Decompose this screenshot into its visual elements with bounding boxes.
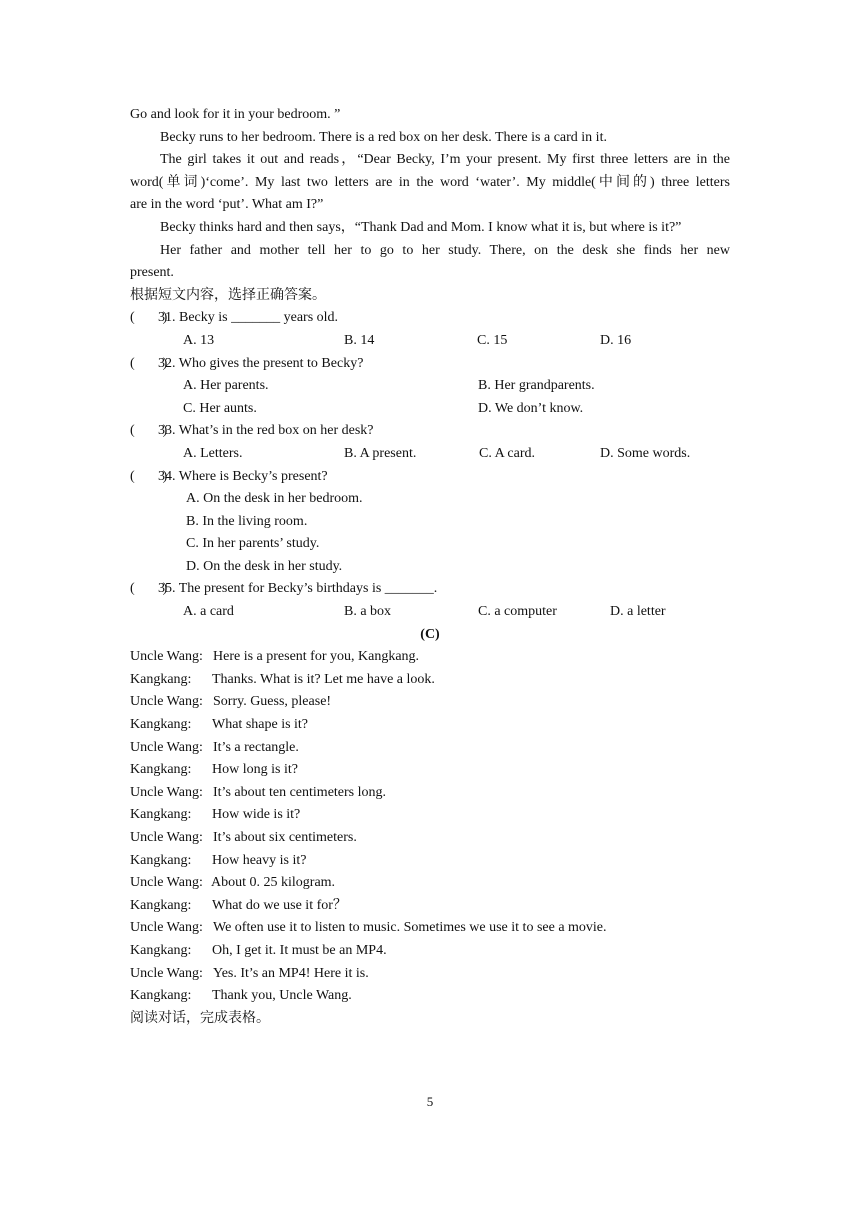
- question-35-options: [130, 601, 730, 624]
- dialogue-line: [130, 737, 730, 760]
- option-a: A. Letters.: [183, 445, 243, 461]
- story-line: Her father and mother tell her to go to her study. There, on the desk she finds her new: [160, 242, 730, 258]
- question-34-option-b: [130, 511, 730, 534]
- speaker: Uncle Wang:: [130, 920, 203, 936]
- speaker: Uncle Wang:: [130, 965, 203, 981]
- question-32-options-row1: [130, 375, 730, 398]
- dialogue-line: [130, 782, 730, 805]
- section-c-heading: (C): [420, 626, 440, 642]
- question-31: [130, 307, 730, 330]
- dialogue-line: [130, 669, 730, 692]
- speaker: Kangkang:: [130, 671, 192, 687]
- utterance: What do we use it for？: [212, 897, 347, 913]
- dialogue-line: [130, 963, 730, 986]
- speaker: Kangkang:: [130, 717, 192, 733]
- question-34-option-c: [130, 533, 730, 556]
- option-d: D. We don’t know.: [478, 400, 584, 416]
- story-line: Go and look for it in your bedroom. ”: [130, 107, 341, 122]
- speaker: Uncle Wang:: [130, 830, 203, 845]
- option-c: C. 15: [477, 332, 508, 348]
- option-d: D. On the desk in her study.: [186, 558, 343, 574]
- dialogue-line: [130, 691, 730, 714]
- page-number: 5: [426, 1094, 434, 1109]
- question-31-options: [130, 330, 730, 353]
- speaker: Kangkang:: [130, 988, 192, 1004]
- utterance: We often use it to listen to music. Sometimes we use it to see a movie.: [213, 920, 607, 936]
- option-b: B. 14: [344, 332, 375, 348]
- utterance: What shape is it?: [212, 717, 309, 733]
- utterance: It’s a rectangle.: [213, 739, 299, 755]
- story-line: Becky runs to her bedroom. There is a red box on her desk. There is a card in it.: [160, 129, 607, 145]
- dialogue-line: [130, 646, 730, 669]
- dialogue-line: [130, 895, 730, 918]
- option-a: A. Her parents.: [183, 378, 269, 394]
- option-b: B. In the living room.: [186, 513, 308, 529]
- speaker: Uncle Wang:: [130, 649, 203, 665]
- answer-blank[interactable]: ( ): [130, 310, 168, 326]
- dialogue: [130, 646, 730, 1008]
- question-33: [130, 420, 730, 443]
- section-c-instruction: 阅读对话，完成表格。: [130, 1010, 270, 1026]
- option-a: A. a card: [183, 604, 234, 620]
- utterance: It’s about ten centimeters long.: [213, 784, 387, 800]
- answer-blank[interactable]: ( ): [130, 581, 168, 597]
- question-34: [130, 466, 730, 489]
- dialogue-line: [130, 827, 730, 850]
- option-d: D. 16: [600, 332, 632, 348]
- utterance: Oh, I get it. It must be an MP4.: [212, 942, 387, 958]
- speaker: Kangkang:: [130, 807, 192, 823]
- question-34-option-a: [130, 488, 730, 511]
- question-text: 31. Becky is _______ years old.: [158, 310, 339, 326]
- utterance: How wide is it?: [212, 807, 301, 823]
- dialogue-line: [130, 850, 730, 873]
- story-line: present.: [130, 265, 174, 281]
- option-b: B. a box: [344, 604, 392, 620]
- option-d: D. a letter: [610, 604, 666, 620]
- story-line: The girl takes it out and reads，“Dear Becky, I’m your present. My first three letters are in the: [160, 152, 730, 168]
- dialogue-line: [130, 872, 730, 895]
- dialogue-line: [130, 940, 730, 963]
- option-c: C. A card.: [479, 445, 535, 461]
- speaker: Kangkang:: [130, 852, 192, 868]
- dialogue-line: [130, 759, 730, 782]
- speaker: Kangkang:: [130, 897, 192, 913]
- speaker: Kangkang:: [130, 762, 192, 778]
- dialogue-line: [130, 714, 730, 737]
- option-d: D. Some words.: [600, 445, 691, 461]
- speaker: Kangkang:: [130, 942, 192, 958]
- utterance: Sorry. Guess, please!: [213, 694, 332, 710]
- utterance: How heavy is it?: [212, 852, 307, 868]
- question-32: [130, 353, 730, 376]
- dialogue-line: [130, 985, 730, 1008]
- utterance: About 0. 25 kilogram.: [211, 875, 336, 891]
- question-text: 34. Where is Becky’s present?: [158, 468, 328, 484]
- story-passage: [130, 104, 730, 1030]
- answer-blank[interactable]: ( ): [130, 468, 168, 484]
- dialogue-line: [130, 917, 730, 940]
- answer-blank[interactable]: ( ): [130, 355, 168, 371]
- speaker: Uncle Wang:: [130, 784, 203, 800]
- question-35: [130, 578, 730, 601]
- utterance: How long is it?: [212, 762, 298, 778]
- story-line: word(单词)‘come’. My last two letters are in the word ‘water’. My middle(中间的) three letters: [130, 174, 730, 190]
- utterance: It’s about six centimeters.: [213, 830, 357, 845]
- option-b: B. Her grandparents.: [478, 378, 595, 394]
- question-text: 32. Who gives the present to Becky?: [158, 355, 364, 371]
- answer-blank[interactable]: ( ): [130, 423, 168, 439]
- speaker: Uncle Wang:: [130, 694, 203, 710]
- option-c: C. In her parents’ study.: [186, 536, 320, 552]
- utterance: Thanks. What is it? Let me have a look.: [212, 671, 435, 687]
- question-33-options: [130, 443, 730, 466]
- question-34-option-d: [130, 556, 730, 579]
- option-a: A. 13: [183, 332, 215, 348]
- question-text: 33. What’s in the red box on her desk?: [158, 423, 374, 439]
- option-c: C. Her aunts.: [183, 400, 257, 416]
- speaker: Uncle Wang:: [130, 875, 203, 891]
- story-line: are in the word ‘put’. What am I?”: [130, 197, 324, 213]
- utterance: Here is a present for you, Kangkang.: [213, 649, 420, 665]
- story-line: Becky thinks hard and then says，“Thank Dad and Mom. I know what it is, but where is it?”: [160, 219, 682, 235]
- option-b: B. A present.: [344, 445, 417, 461]
- utterance: Thank you, Uncle Wang.: [212, 988, 352, 1004]
- question-text: 35. The present for Becky’s birthdays is _______.: [158, 581, 438, 597]
- speaker: Uncle Wang:: [130, 739, 203, 755]
- question-32-options-row2: [130, 398, 730, 421]
- dialogue-line: [130, 804, 730, 827]
- section-instruction: 根据短文内容，选择正确答案。: [130, 287, 326, 303]
- option-c: C. a computer: [478, 604, 557, 620]
- utterance: Yes. It’s an MP4! Here it is.: [213, 965, 369, 981]
- option-a: A. On the desk in her bedroom.: [186, 491, 363, 507]
